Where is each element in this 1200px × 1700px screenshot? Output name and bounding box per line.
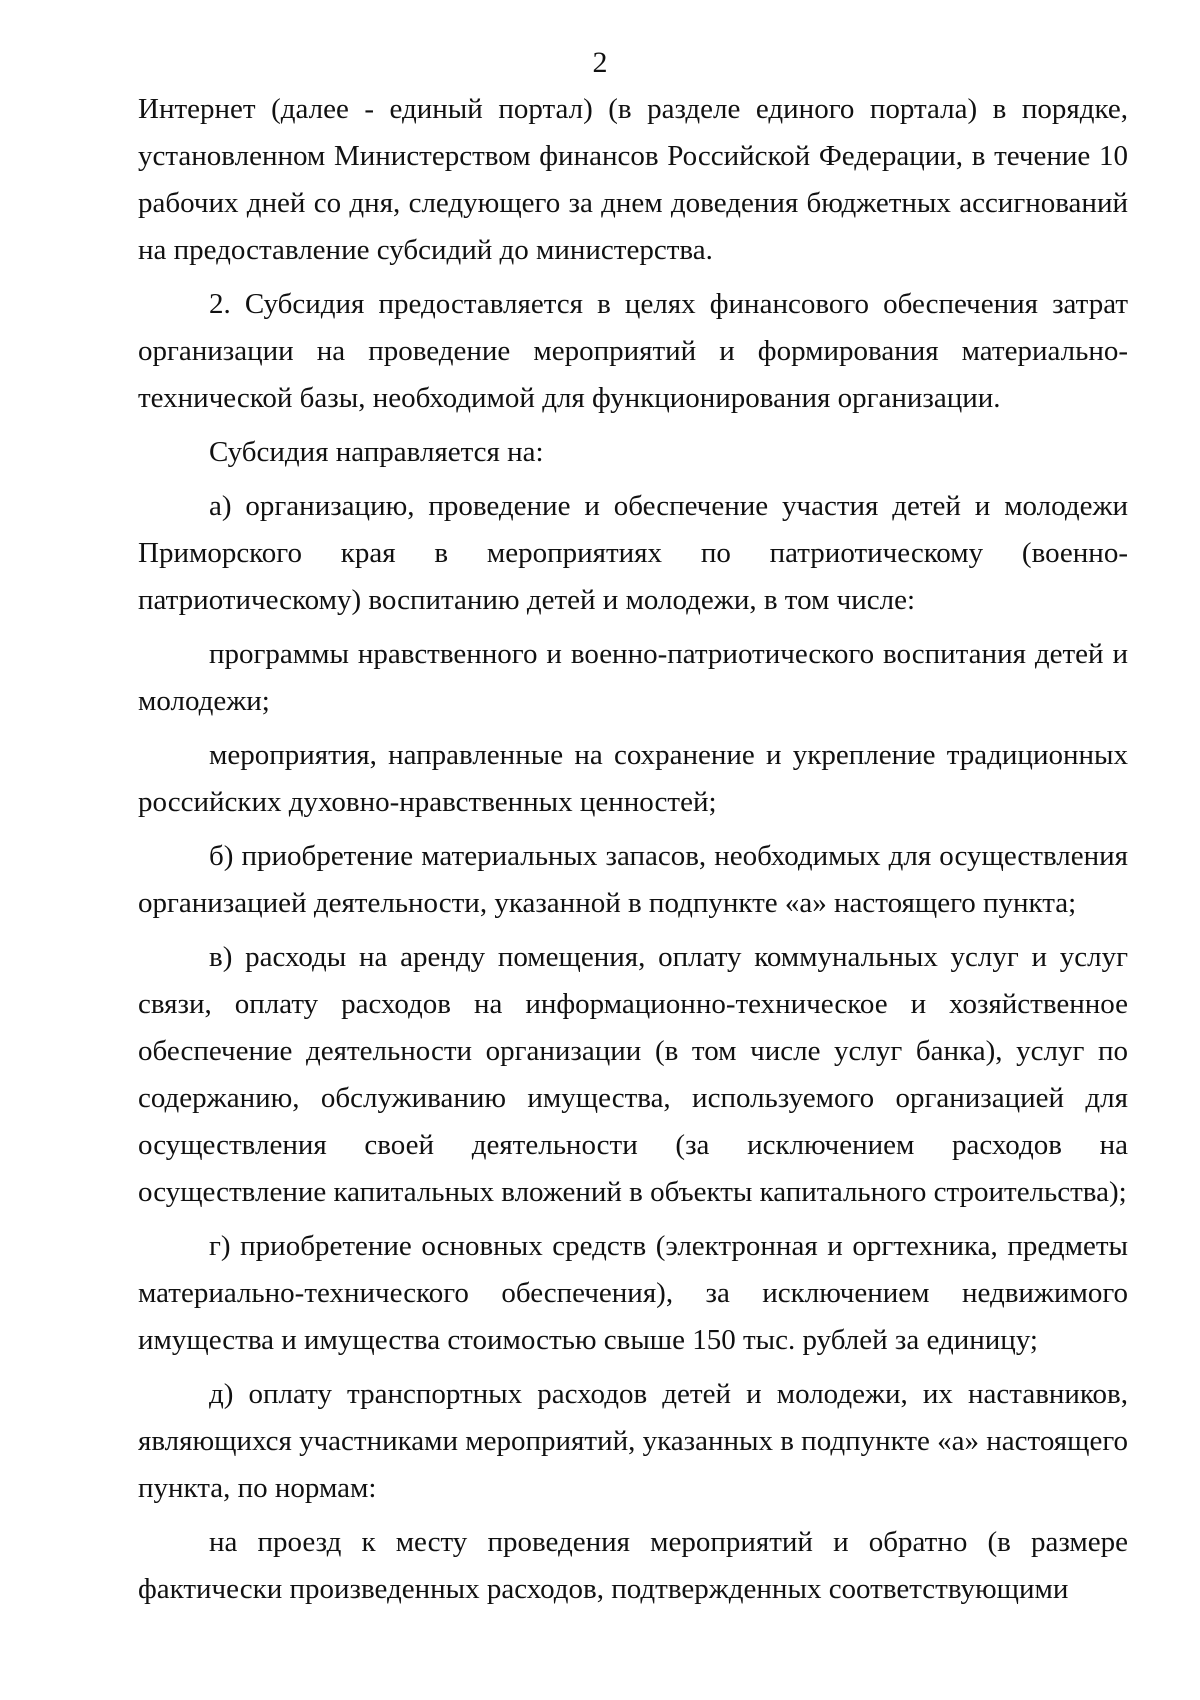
document-body bbox=[138, 86, 1128, 1620]
paragraph-traditional-values: мероприятия, направленные на сохранение и укрепление традиционных российских духовно-нравственных ценностей; bbox=[138, 739, 1128, 818]
page-number: 2 bbox=[592, 46, 608, 79]
paragraph-subsidy-directed: Субсидия направляется на: bbox=[209, 436, 544, 468]
paragraph-item-a: а) организацию, проведение и обеспечение участия детей и молодежи Приморского края в мероприятиях по патриотическому (военно-патриотическому) воспитанию детей и молодежи, в том числе: bbox=[138, 490, 1128, 616]
paragraph-subsidy-purpose: 2. Субсидия предоставляется в целях финансового обеспечения затрат организации на проведение мероприятий и формирования материально-технической базы, необходимой для функционирования организации. bbox=[138, 288, 1128, 414]
paragraph-item-d: д) оплату транспортных расходов детей и молодежи, их наставников, являющихся участниками мероприятий, указанных в подпункте «а» настоящего пункта, по нормам: bbox=[138, 1378, 1128, 1504]
paragraph-travel-norms: на проезд к месту проведения мероприятий и обратно (в размере фактически произведенных расходов, подтвержденных соответствующими bbox=[138, 1526, 1128, 1605]
paragraph-item-g: г) приобретение основных средств (электронная и оргтехника, предметы материально-технического обеспечения), за исключением недвижимого имущества и имущества стоимостью свыше 150 тыс. рублей за единицу; bbox=[138, 1230, 1128, 1356]
paragraph-portal-continuation: Интернет (далее - единый портал) (в разделе единого портала) в порядке, установленном Министерством финансов Российской Федерации, в течение 10 рабочих дней со дня, следующего за днем доведения бюджетных ассигнований на предоставление субсидий до министерства. bbox=[138, 93, 1128, 266]
paragraph-item-v: в) расходы на аренду помещения, оплату коммунальных услуг и услуг связи, оплату расходов на информационно-техническое и хозяйственное обеспечение деятельности организации (в том числе услуг банка), услуг по содержанию, обслуживанию имущества, используемого организацией для осуществления своей деятельности (за исключением расходов на осуществление капитальных вложений в объекты капитального строительства); bbox=[138, 941, 1128, 1208]
paragraph-item-b: б) приобретение материальных запасов, необходимых для осуществления организацией деятельности, указанной в подпункте «а» настоящего пункта; bbox=[138, 840, 1128, 919]
paragraph-moral-programs: программы нравственного и военно-патриотического воспитания детей и молодежи; bbox=[138, 638, 1128, 717]
